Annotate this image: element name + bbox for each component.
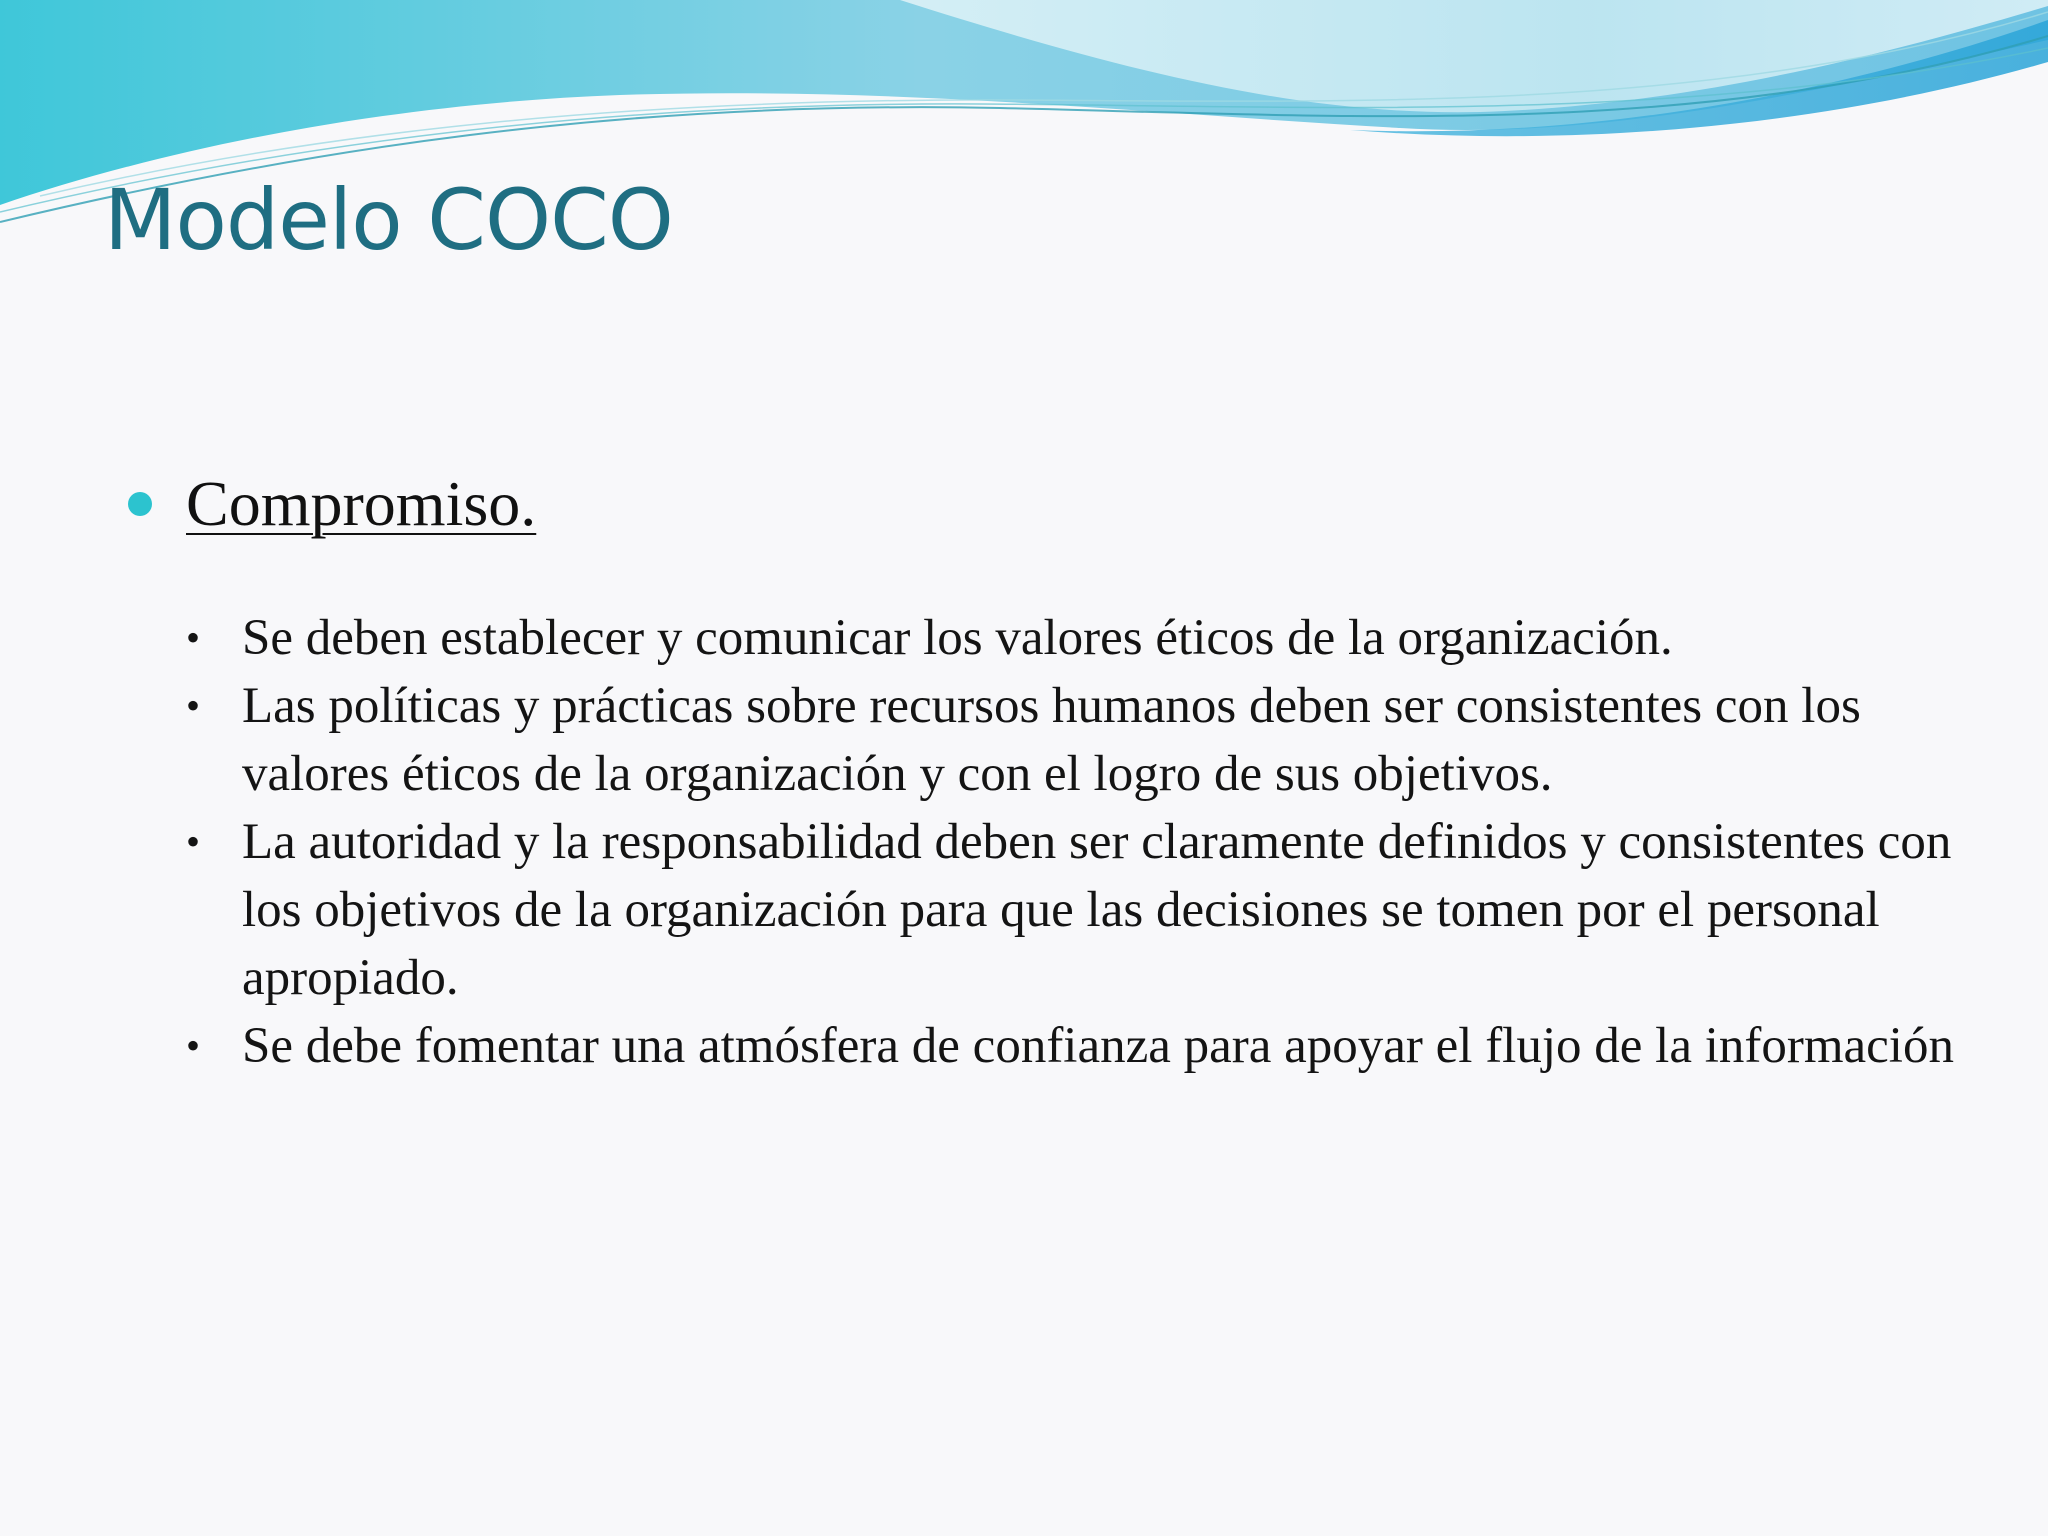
list-item (182, 672, 1982, 808)
main-bullet-item (128, 462, 1988, 552)
list-item (182, 1012, 1982, 1080)
bullet-dot-icon: • (186, 819, 201, 864)
slide-title: Modelo COCO (104, 171, 673, 269)
section-label: Compromiso. (186, 468, 537, 539)
list-item-text: Las políticas y prácticas sobre recursos humanos deben ser consistentes con los valores éticos de la organización y con el logro de sus objetivos. (242, 678, 1861, 802)
slide-content (128, 462, 1988, 1080)
list-item (182, 604, 1982, 672)
list-item-text: Se debe fomentar una atmósfera de confianza para apoyar el flujo de la información (242, 1018, 1954, 1074)
list-item (182, 808, 1982, 1012)
bullet-dot-icon: • (186, 1023, 201, 1068)
bullet-dot-icon: • (186, 615, 201, 660)
bullet-dot-icon: • (186, 683, 201, 728)
list-item-text: Se deben establecer y comunicar los valores éticos de la organización. (242, 610, 1673, 666)
list-item-text: La autoridad y la responsabilidad deben ser claramente definidos y consistentes con los objetivos de la organización para que las decisiones se tomen por el personal apropiado. (242, 814, 1952, 1006)
main-bullet-dot-icon (128, 492, 152, 516)
sub-bullet-list (182, 604, 1982, 1080)
